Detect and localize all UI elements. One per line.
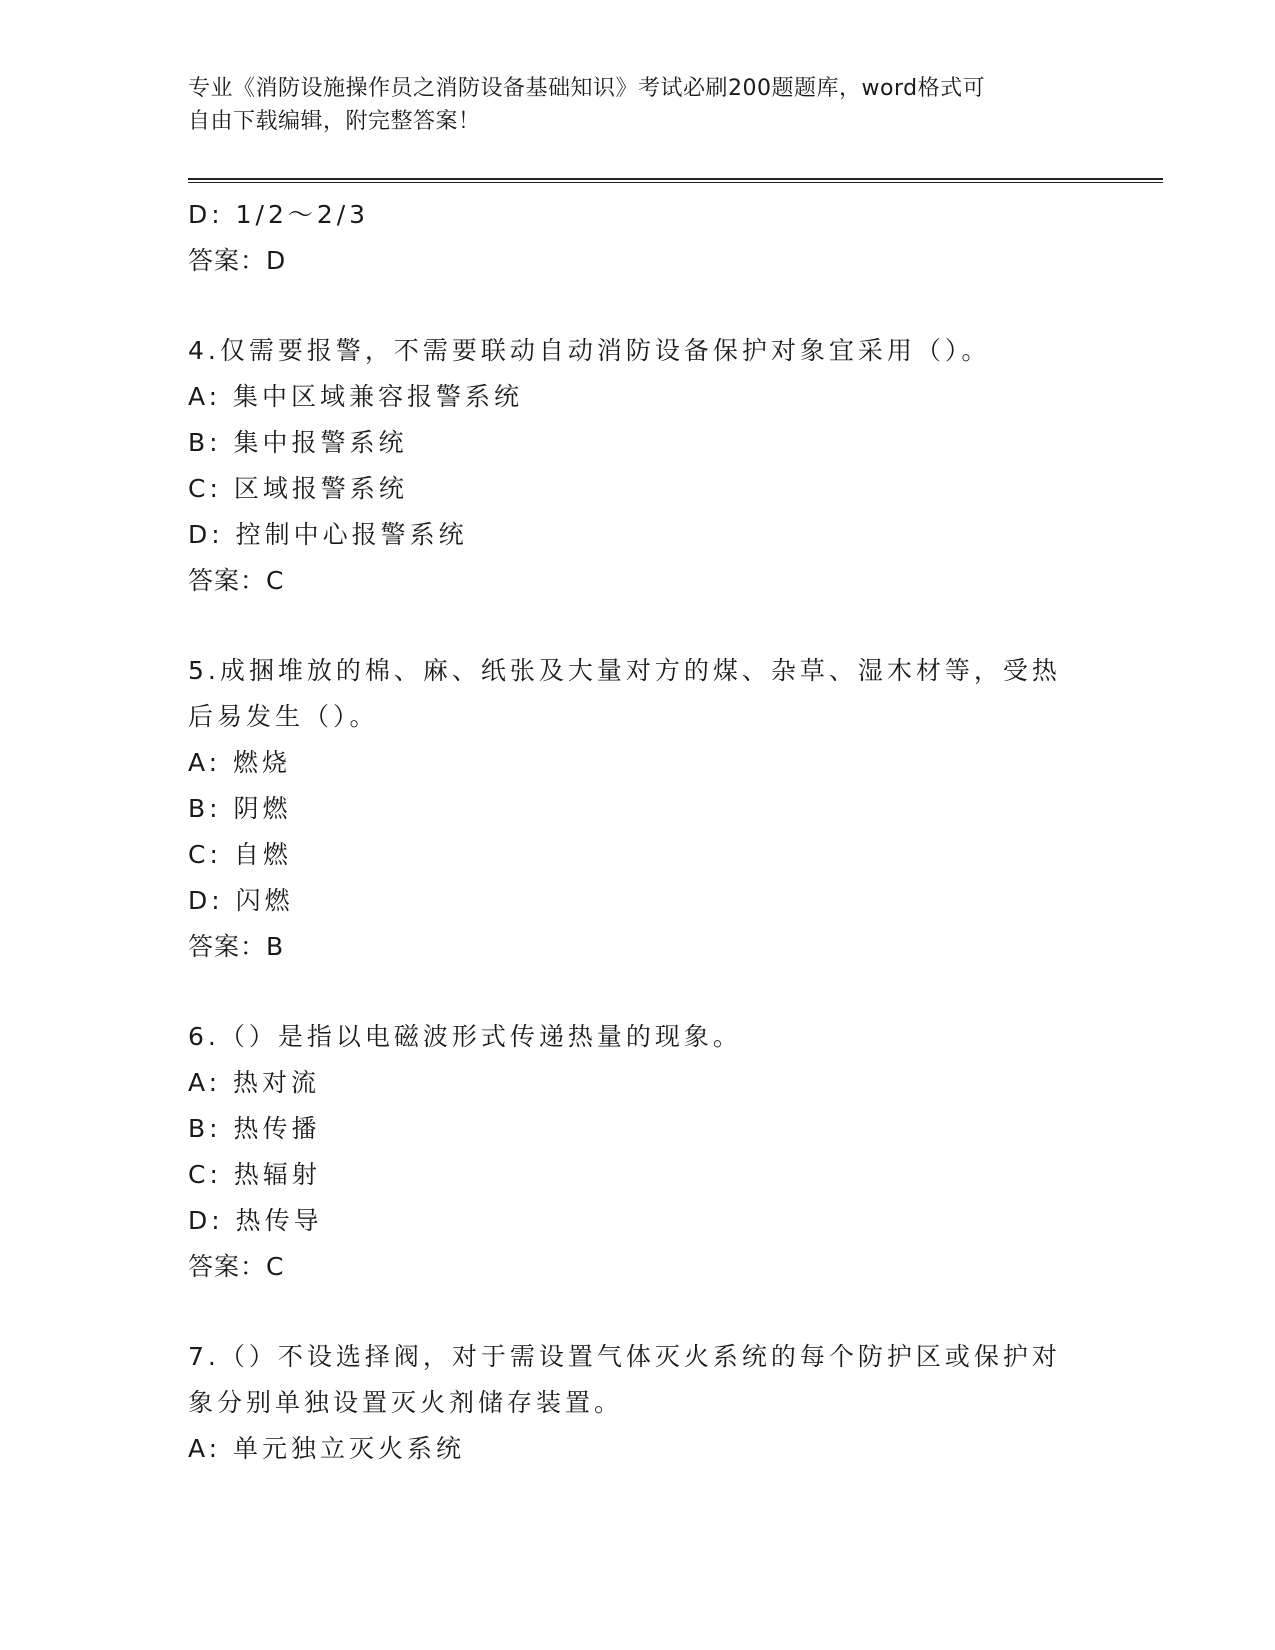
question-3-option-d: D: 1/2～2/3 xyxy=(188,200,370,229)
question-6-option-d: D: 热传导 xyxy=(188,1206,323,1235)
question-4 xyxy=(188,328,1068,604)
question-5-option-a: A: 燃烧 xyxy=(188,748,292,777)
question-5-answer: 答案：B xyxy=(188,932,285,961)
header-title-line-1: 专业《消防设施操作员之消防设备基础知识》考试必刷200题题库，word格式可 xyxy=(188,76,986,101)
question-5-option-b: B: 阴燃 xyxy=(188,794,292,823)
question-7-option-a: A: 单元独立灭火系统 xyxy=(188,1434,466,1463)
question-7-stem-line-2: 象分别单独设置灭火剂储存装置。 xyxy=(188,1388,624,1417)
question-4-option-c: C: 区域报警系统 xyxy=(188,474,408,503)
page-header xyxy=(188,72,1068,138)
question-6 xyxy=(188,1014,1068,1290)
question-6-option-a: A: 热对流 xyxy=(188,1068,321,1097)
question-6-option-c: C: 热辐射 xyxy=(188,1160,321,1189)
question-4-option-b: B: 集中报警系统 xyxy=(188,428,408,457)
question-5 xyxy=(188,648,1068,970)
question-6-answer: 答案：C xyxy=(188,1252,285,1281)
question-4-option-a: A: 集中区域兼容报警系统 xyxy=(188,382,524,411)
question-5-option-d: D: 闪燃 xyxy=(188,886,294,915)
question-6-stem: 6.（）是指以电磁波形式传递热量的现象。 xyxy=(188,1022,742,1051)
question-6-option-b: B: 热传播 xyxy=(188,1114,321,1143)
question-5-stem-line-2: 后易发生（）。 xyxy=(188,702,379,731)
question-3-answer: 答案：D xyxy=(188,246,287,275)
question-5-option-c: C: 自燃 xyxy=(188,840,292,869)
question-7-stem-line-1: 7.（）不设选择阀，对于需设置气体灭火系统的每个防护区或保护对 xyxy=(188,1342,1061,1371)
question-list xyxy=(188,192,1068,1472)
header-divider xyxy=(188,178,1163,183)
question-4-option-d: D: 控制中心报警系统 xyxy=(188,520,468,549)
question-7 xyxy=(188,1334,1068,1472)
question-5-stem-line-1: 5.成捆堆放的棉、麻、纸张及大量对方的煤、杂草、湿木材等，受热 xyxy=(188,656,1061,685)
header-title-line-2: 自由下载编辑，附完整答案！ xyxy=(188,109,481,134)
question-3 xyxy=(188,192,1068,284)
question-4-answer: 答案：C xyxy=(188,566,285,595)
question-4-stem: 4.仅需要报警，不需要联动自动消防设备保护对象宜采用（）。 xyxy=(188,336,991,365)
